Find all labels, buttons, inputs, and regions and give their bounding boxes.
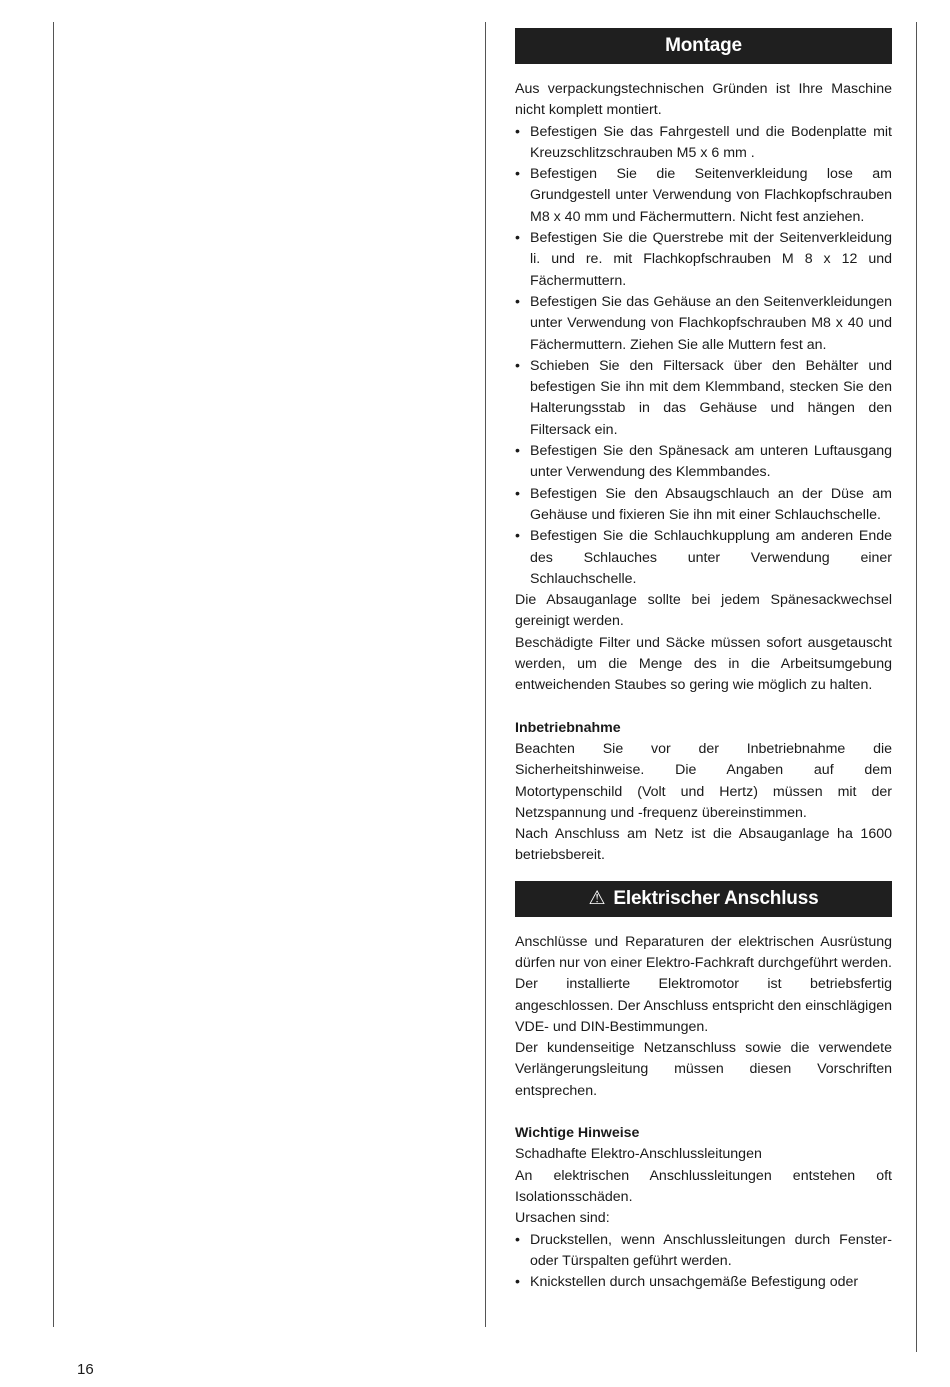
warning-triangle-icon: ⚠: [588, 888, 606, 910]
left-margin-rule: [53, 22, 54, 1327]
center-column-rule: [485, 22, 486, 1327]
elektro-header: [515, 881, 892, 917]
hinweise-causes: [515, 1230, 892, 1294]
list-item: • Druckstellen, wenn Anschlussleitungen durch Fenster- oder Türspalten geführt werden.: [515, 1230, 892, 1273]
montage-intro: Aus verpackungstechnischen Gründen ist Ihre Maschine nicht komplett montiert.: [515, 81, 892, 119]
inbetriebnahme-heading: Inbetriebnahme: [515, 719, 621, 736]
list-item: • Befestigen Sie den Spänesack am unteren Luftausgang unter Verwendung des Klemmbandes.: [515, 441, 892, 484]
list-item: • Befestigen Sie den Absaugschlauch an der Düse am Gehäuse und fixieren Sie ihn mit einer Schlauchschelle.: [515, 484, 892, 527]
hinweise-heading: Wichtige Hinweise: [515, 1125, 640, 1142]
hinweise-line-2: An elektrischen Anschlussleitungen entstehen oft Isolationsschäden.: [515, 1167, 892, 1205]
inbetriebnahme-ready: Nach Anschluss am Netz ist die Absauganlage ha 1600 betriebsbereit.: [515, 826, 892, 864]
right-margin-rule: [916, 22, 917, 1352]
list-item: • Befestigen Sie das Fahrgestell und die Bodenplatte mit Kreuzschlitzschrauben M5 x 6 mm .: [515, 122, 892, 165]
list-item: • Befestigen Sie die Schlauchkupplung am anderen Ende des Schlauches unter Verwendung einer Schlauchschelle.: [515, 526, 892, 590]
montage-steps: [515, 122, 892, 591]
montage-outro-cleaning: Die Absauganlage sollte bei jedem Spänesackwechsel gereinigt werden.: [515, 592, 892, 630]
list-item: • Befestigen Sie das Gehäuse an den Seitenverkleidungen unter Verwendung von Flachkopfschrauben M8 x 40 und Fächermuttern. Ziehen Sie alle Muttern fest an.: [515, 292, 892, 356]
hinweise-line-3: Ursachen sind:: [515, 1210, 610, 1227]
inbetriebnahme-text: Beachten Sie vor der Inbetriebnahme die Sicherheitshinweise. Die Angaben auf dem Motortypenschild (Volt und Hertz) müssen mit der Netzspannung und -frequenz übereinstimmen.: [515, 740, 892, 821]
list-item: • Schieben Sie den Filtersack über den Behälter und befestigen Sie ihn mit dem Klemmband, stecken Sie den Halterungsstab in das Gehäuse und hängen den Filtersack ein.: [515, 356, 892, 441]
page-number: 16: [77, 1361, 94, 1378]
montage-title: Montage: [665, 35, 742, 57]
list-item: • Befestigen Sie die Seitenverkleidung lose am Grundgestell unter Verwendung von Flachkopfschrauben M8 x 40 mm und Fächermuttern. Nicht fest anziehen.: [515, 164, 892, 228]
hinweise-line-1: Schadhafte Elektro-Anschlussleitungen: [515, 1146, 762, 1163]
elektro-text-2: Der installierte Elektromotor ist betriebsfertig angeschlossen. Der Anschluss entspricht den einschlägigen VDE- und DIN-Bestimmungen.: [515, 976, 892, 1035]
elektro-text-1: Anschlüsse und Reparaturen der elektrischen Ausrüstung dürfen nur von einer Elektro-Fachkraft durchgeführt werden.: [515, 933, 892, 971]
list-item: • Knickstellen durch unsachgemäße Befestigung oder: [515, 1272, 892, 1293]
montage-outro-filters: Beschädigte Filter und Säcke müssen sofort ausgetauscht werden, um die Menge des in die Arbeitsumgebung entweichenden Staubes so gering wie möglich zu halten.: [515, 634, 892, 694]
elektro-text-3: Der kundenseitige Netzanschluss sowie die verwendete Verlängerungsleitung müssen diesen Vorschriften entsprechen.: [515, 1040, 892, 1099]
elektro-title: Elektrischer Anschluss: [613, 888, 819, 910]
text-column: [515, 28, 892, 1293]
list-item: • Befestigen Sie die Querstrebe mit der Seitenverkleidung li. und re. mit Flachkopfschrauben M 8 x 12 und Fächermuttern.: [515, 228, 892, 292]
montage-header: [515, 28, 892, 64]
